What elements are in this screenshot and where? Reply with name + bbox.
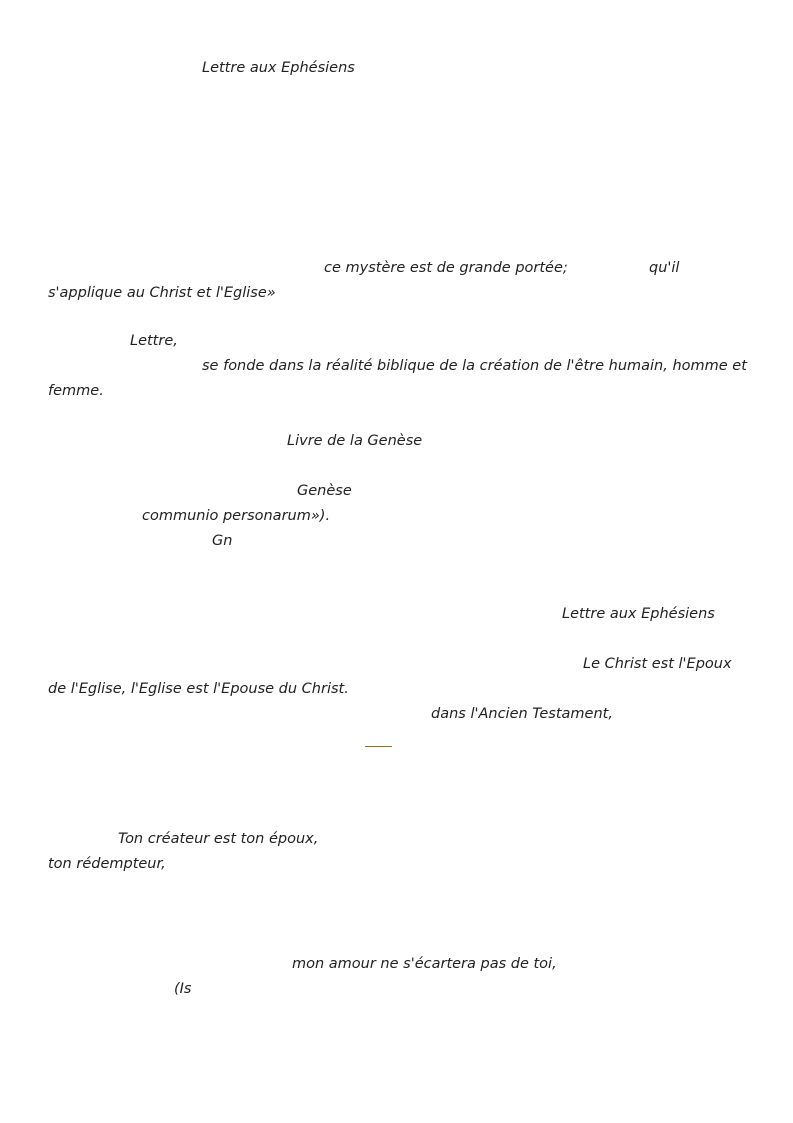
text-fragment: Lettre aux Ephésiens (562, 606, 715, 622)
text-fragment: ce mystère est de grande portée; (324, 260, 568, 276)
text-fragment: dans l'Ancien Testament, (431, 706, 613, 722)
text-fragment: Gn (212, 533, 233, 549)
text-fragment: Livre de la Genèse (287, 433, 423, 449)
text-fragment: Genèse (297, 483, 352, 499)
text-fragment: Lettre aux Ephésiens (202, 60, 355, 76)
text-fragment: femme. (48, 383, 104, 399)
text-fragment: mon amour ne s'écartera pas de toi, (292, 956, 557, 972)
text-fragment: ton rédempteur, (48, 856, 166, 872)
text-fragment: Lettre, (130, 333, 178, 349)
text-fragment: qu'il (649, 260, 680, 276)
text-fragment: communio personarum»). (142, 508, 331, 524)
text-fragment: s'applique au Christ et l'Eglise» (48, 285, 276, 301)
text-fragment: se fonde dans la réalité biblique de la création de l'être humain, homme et (202, 358, 747, 374)
text-fragment: Ton créateur est ton époux, (118, 831, 319, 847)
text-fragment: (Is (174, 981, 192, 997)
text-fragment: Le Christ est l'Epoux (583, 656, 732, 672)
footnote-rule (365, 746, 392, 747)
text-fragment: de l'Eglise, l'Eglise est l'Epouse du Christ. (48, 681, 349, 697)
